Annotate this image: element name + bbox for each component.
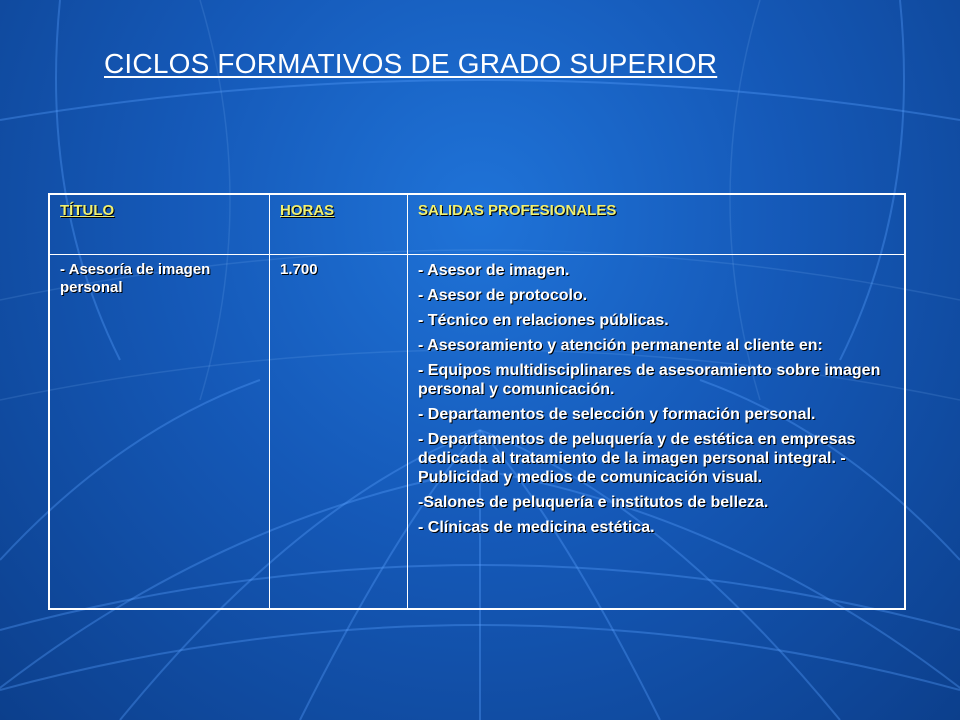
header-salidas-label: SALIDAS PROFESIONALES <box>418 202 617 219</box>
salida-item: - Técnico en relaciones públicas. <box>418 312 669 329</box>
cell-titulo: - Asesoría de imagen personal <box>49 255 270 610</box>
salida-item: - Departamentos de peluquería y de estética en empresas dedicada al tratamiento de la imagen personal integral. - Publicidad y medios de comunicación visual. <box>418 431 856 486</box>
salida-item: - Asesoramiento y atención permanente al cliente en: <box>418 337 823 354</box>
salida-item: - Clínicas de medicina estética. <box>418 519 655 536</box>
salida-item: - Asesor de protocolo. <box>418 287 588 304</box>
table-header-row <box>49 194 905 255</box>
cell-salidas <box>408 255 906 610</box>
header-horas <box>270 194 408 255</box>
header-titulo <box>49 194 270 255</box>
salida-item: - Departamentos de selección y formación personal. <box>418 406 816 423</box>
header-titulo-label: TÍTULO <box>60 202 115 219</box>
header-salidas <box>408 194 906 255</box>
table-row <box>49 255 905 610</box>
header-horas-label: HORAS <box>280 202 335 219</box>
salida-item: -Salones de peluquería e institutos de belleza. <box>418 494 769 511</box>
salida-item: - Equipos multidisciplinares de asesoramiento sobre imagen personal y comunicación. <box>418 362 881 398</box>
cell-horas: 1.700 <box>270 255 408 610</box>
grado-superior-table <box>48 193 906 610</box>
salida-item: - Asesor de imagen. <box>418 262 570 279</box>
slide-title: CICLOS FORMATIVOS DE GRADO SUPERIOR <box>104 48 718 79</box>
